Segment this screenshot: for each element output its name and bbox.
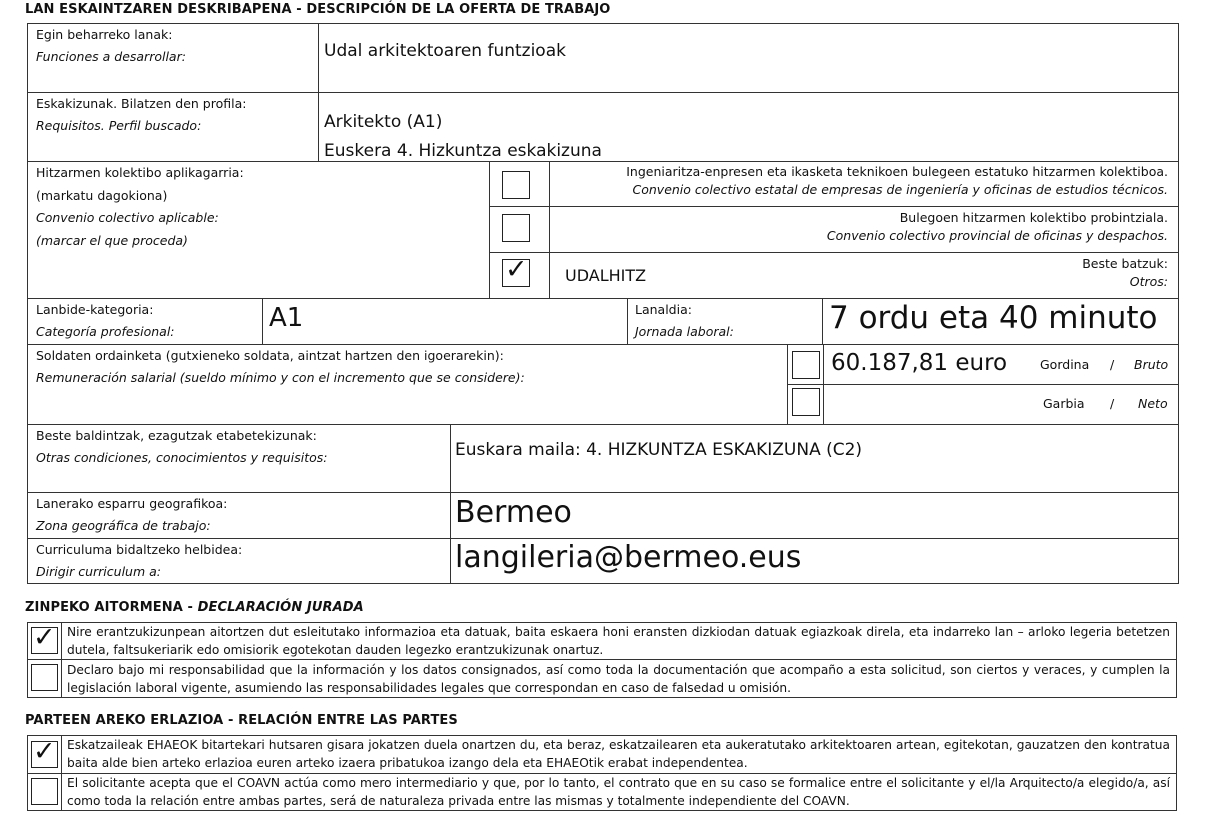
declaration-text-es: Declaro bajo mi responsabilidad que la información y los datos consignados, así como toda la documentación que acompaño a esta solicitud, son ciertos y veraces, y cumplen la legislación laboral vigente, asumiendo las responsabilidades legales que correspondan en caso de falsedad u omisión. [67, 663, 1170, 695]
salary-net-es: Neto [1138, 396, 1168, 411]
requirements-value-1: Arkitekto (A1) [324, 112, 443, 132]
other-value: Euskara maila: 4. HIZKUNTZA ESKAKIZUNA (C2) [455, 440, 863, 460]
category-label-es: Categoría profesional: [36, 324, 175, 339]
agreement-option-2-es: Convenio colectivo provincial de oficinas y despachos. [826, 228, 1168, 243]
salary-gross-es: Bruto [1134, 357, 1169, 372]
zone-label-eu: Lanerako esparru geografikoa: [36, 496, 228, 511]
declaration-es-checkbox[interactable] [31, 664, 58, 691]
requirements-label-eu: Eskakizunak. Bilatzen den profila: [36, 96, 247, 111]
agreement-label-es: Convenio colectivo aplicable: [36, 210, 219, 225]
relation-text-eu: Eskatzaileak EHAEOK bitartekari hutsaren gisara jokatzen duela onartzen du, eta beraz, eskatzailearen eta aukeratutako arkitektoaren artean, egitekotan, gauzatzen den kontratua baita alde bien arteko erlazioa euren arteko izaera pribatukoa izango dela eta EHAEOtik erabat independentea. [67, 738, 1170, 770]
relation-es-checkbox[interactable] [31, 778, 58, 805]
agreement-option-1-es: Convenio colectivo estatal de empresas de ingeniería y oficinas de estudios técnicos. [632, 182, 1168, 197]
declaration-eu-checkbox[interactable] [31, 622, 58, 654]
salary-net-checkbox[interactable] [792, 388, 820, 416]
zone-label-es: Zona geográfica de trabajo: [36, 518, 211, 533]
salary-net-eu: Garbia [1043, 396, 1085, 411]
salary-net-sep: / [1110, 396, 1115, 411]
other-label-es: Otras condiciones, conocimientos y requisitos: [36, 450, 328, 465]
check-icon: ✓ [33, 736, 56, 767]
other-label-eu: Beste baldintzak, ezagutzak etabetekizunak: [36, 428, 317, 443]
salary-label-es: Remuneración salarial (sueldo mínimo y con el incremento que se considere): [36, 370, 525, 385]
agreement-label-eu-hint: (markatu dagokiona) [36, 187, 168, 203]
relation-eu-checkbox[interactable] [31, 736, 58, 768]
agreement-label-eu: Hitzarmen kolektibo aplikagarria: [36, 165, 244, 180]
declaration-title-es: DECLARACIÓN JURADA [197, 600, 364, 615]
functions-value: Udal arkitektoaren funtzioak [324, 41, 566, 61]
check-icon: ✓ [33, 622, 56, 653]
workday-label-es: Jornada laboral: [635, 324, 734, 339]
agreement-option-3-eu: Beste batzuk: [1082, 256, 1168, 271]
agreement-option-1-checkbox[interactable] [502, 171, 530, 199]
section-title-relation: PARTEEN AREKO ERLAZIOA - RELACIÓN ENTRE LAS PARTES [25, 713, 458, 728]
zone-value: Bermeo [455, 495, 572, 530]
salary-value: 60.187,81 euro [831, 350, 1008, 376]
salary-gross-checkbox[interactable] [792, 351, 820, 379]
relation-text-es: El solicitante acepta que el COAVN actúa como mero intermediario y que, por lo tanto, el contrato que en su caso se formalice entre el solicitante y el/la Arquitecto/a elegido/a, así como toda la relación entre ambas partes, será de naturaleza privada entre las mismas y totalmente independiente del COAVN. [67, 776, 1170, 808]
agreement-option-2-eu: Bulegoen hitzarmen kolektibo probintziala. [899, 210, 1168, 225]
category-label-eu: Lanbide-kategoria: [36, 302, 154, 317]
requirements-value-2: Euskera 4. Hizkuntza eskakizuna [324, 141, 602, 161]
declaration-title-eu: ZINPEKO AITORMENA - [25, 600, 198, 615]
workday-value: 7 ordu eta 40 minuto [829, 300, 1158, 336]
cv-email: langileria@bermeo.eus [455, 540, 802, 575]
salary-gross-eu: Gordina [1040, 357, 1090, 372]
cv-label-es: Dirigir curriculum a: [36, 564, 161, 579]
agreement-option-3-es: Otros: [1129, 274, 1168, 289]
cv-label-eu: Curriculuma bidaltzeko helbidea: [36, 542, 243, 557]
agreement-option-1-eu: Ingeniaritza-enpresen eta ikasketa teknikoen bulegeen estatuko hitzarmen kolektiboa. [626, 164, 1168, 179]
functions-label-eu: Egin beharreko lanak: [36, 27, 173, 42]
requirements-label-es: Requisitos. Perfil buscado: [36, 118, 202, 133]
check-icon: ✓ [505, 254, 528, 285]
declaration-text-eu: Nire erantzukizunpean aitortzen dut esleitutako informazioa eta datuak, baita eskaera honi eransten dizkiodan datuak egiazkoak direla, eta indarreko lan – arloko legeria betetzen dutela, faltsukeriarik edo omisiorik egotekotan dauden legezko erantzukizunak onartuz. [67, 625, 1170, 657]
workday-label-eu: Lanaldia: [635, 302, 692, 317]
agreement-label-es-hint: (marcar el que proceda) [36, 232, 188, 248]
salary-gross-sep: / [1110, 357, 1115, 372]
agreement-option-2-checkbox[interactable] [502, 214, 530, 242]
agreement-option-3-checkbox[interactable] [502, 254, 530, 287]
section-title-declaration [25, 600, 364, 615]
agreement-option-3-value: UDALHITZ [565, 266, 647, 285]
functions-label-es: Funciones a desarrollar: [36, 49, 186, 64]
category-value: A1 [269, 303, 304, 333]
salary-label-eu: Soldaten ordainketa (gutxieneko soldata, aintzat hartzen den igoerarekin): [36, 348, 504, 363]
section-title-job: LAN ESKAINTZAREN DESKRIBAPENA - DESCRIPCIÓN DE LA OFERTA DE TRABAJO [25, 2, 611, 17]
